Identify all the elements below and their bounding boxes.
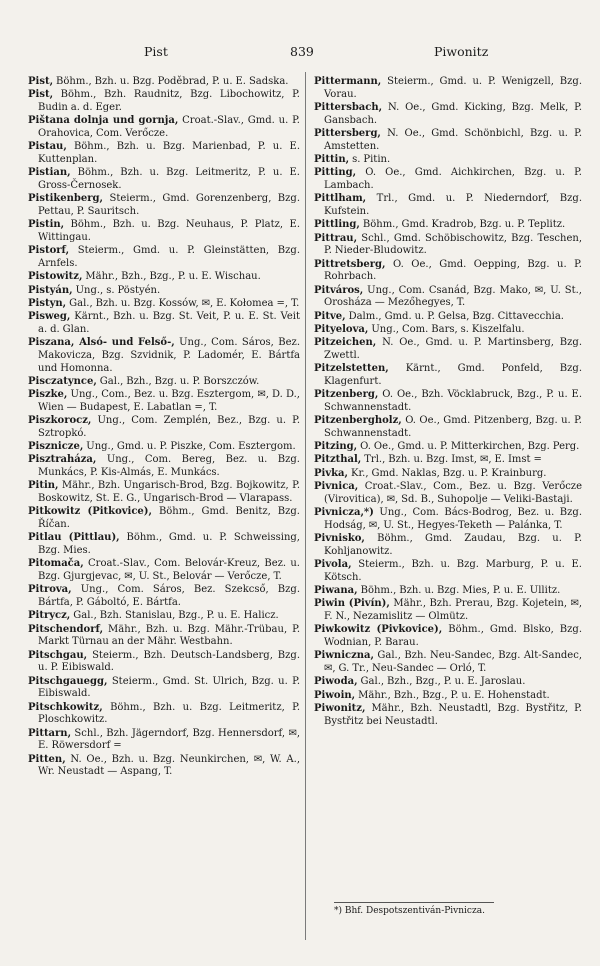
entry-text: Böhm., Bzh. u. Bzg. Marienbad, P. u. E. Kuttenplan. [38,141,300,165]
entry-headword: Pitrycz, [28,610,71,622]
entry-text: Mähr., Bzh. Prerau, Bzg. Kojetein, ✉, F. N., Nezamislitz — Olmütz. [324,598,583,623]
gazetteer-entry [28,650,300,675]
entry-headword: Pitve, [314,310,346,322]
entry-text: Böhm., Bzh. u. Bzg. Neuhaus, P. Platz, E. Wittingau. [38,219,300,243]
entry-text: Böhm., Gmd. u. P. Schweissing, Bzg. Mies. [38,532,300,557]
entry-text: Ung., Com. Csanád, Bzg. Mako, ✉, U. St., Orosháza — Mezőhegyes, T. [324,284,582,309]
entry-headword: Piszana, Alsó- und Felső-, [28,337,175,349]
gazetteer-entry [28,415,300,440]
gazetteer-entry [314,441,582,454]
entry-headword: Pittermann, [314,76,382,87]
entry-text: Gal., Bzh. u. Bzg. Kossów, ✉, E. Kołomea =, T. [66,297,300,309]
entry-text: Mähr., Bzh., Bzg., P. u. E. Hohenstadt. [355,689,550,701]
entry-headword: Pistowitz, [28,271,83,283]
entry-headword: Pist, [28,89,54,101]
gazetteer-entry [28,558,300,583]
gazetteer-entry [28,506,300,531]
entry-headword: Pistorf, [28,245,70,257]
entry-text: Böhm., Bzh. u. Bzg. Leitmeritz, P. Ploschkowitz. [38,701,300,726]
entry-headword: Pittling, [314,219,360,231]
entry-headword: Pisczatynce, [28,375,97,387]
entry-text: Croat.-Slav., Gmd. u. P. Orahovica, Com. Verőcze. [38,115,300,139]
gazetteer-entry [28,480,300,505]
gazetteer-entry [28,337,300,375]
entry-text: Ung., Com. Sáros, Bez. Szekcső, Bzg. Bártfa, P. Gáboltó, E. Bártfa. [38,584,300,609]
entry-headword: Pitzthal, [314,454,362,466]
entry-text: N. Oe., Gmd. Kicking, Bzg. Melk, P. Gansbach. [324,102,582,126]
gazetteer-entry [28,141,300,166]
entry-headword: Pivnisko, [314,533,365,545]
entry-text: Steierm., Gmd. Gorenzenberg, Bzg. Pettau, P. Sauritsch. [38,193,300,217]
entry-text: Ung., Com. Sáros, Bez. Makovicza, Bzg. Szvidnik, P. Ladomér, E. Bártfa und Homonna. [38,337,300,374]
entry-text: Schl., Gmd. Schöbischowitz, Bzg. Teschen, P. Nieder-Bludowitz. [324,232,582,257]
entry-text: Ung., s. Pöstyén. [72,284,161,296]
entry-text: Mähr., Bzh. Ungarisch-Brod, Bzg. Bojkowitz, P. Boskowitz, St. E. G., Ungarisch-Brod — Vlarapass. [38,480,300,505]
gazetteer-entry [314,154,582,167]
entry-text: N. Oe., Gmd. Schönbichl, Bzg. u. P. Amstetten. [324,128,582,152]
entry-headword: Pistyán, [28,284,73,296]
gazetteer-entry [28,728,300,753]
entry-text: Böhm., Gmd. Kradrob, Bzg. u. P. Teplitz. [359,219,566,231]
entry-text: Böhm., Bzh. Raudnitz, Bzg. Libochowitz, P. Budin a. d. Eger. [38,89,300,113]
entry-headword: Piwonitz, [314,702,366,714]
gazetteer-entry [28,584,300,609]
entry-headword: Pistyn, [28,297,67,309]
entry-headword: Pivnicza,*) [314,507,374,519]
entry-text: Gal., Bzh., Bzg., P. u. E. Jaroslau. [357,676,526,688]
entry-text: Ung., Com. Bács-Bodrog, Bez. u. Bzg. Hodság, ✉, U. St., Hegyes-Teketh — Palánka, T. [324,507,582,531]
header-left-keyword: Pist [144,44,168,59]
page-number: 839 [290,44,314,59]
entry-headword: Pittrau, [314,232,358,244]
entry-text: Böhm., Bzh. u. Bzg. Poděbrad, P. u. E. Sadska. [53,76,289,87]
entry-text: Gal., Bzh., Bzg. u. P. Borszczów. [96,375,260,387]
gazetteer-entry [28,624,300,649]
gazetteer-entry [314,533,582,558]
gazetteer-entry [314,676,582,689]
gazetteer-entry [314,598,582,623]
entry-headword: Pitin, [28,480,59,492]
entry-text: O. Oe., Gmd. u. P. Mitterkirchen, Bzg. Perg. [357,441,580,453]
entry-text: Schl., Bzh. Jägerndorf, Bzg. Hennersdorf, ✉, E. Röwersdorf = [38,727,300,752]
gazetteer-entry [314,324,582,337]
entry-headword: Pisznicze, [28,441,84,453]
entry-text: Böhm., Gmd. Zaudau, Bzg. u. P. Kohljanowitz. [324,533,582,557]
entry-text: Gal., Bzh. Neu-Sandec, Bzg. Alt-Sandec, ✉, G. Tr., Neu-Sandec — Orló, T. [324,650,582,675]
gazetteer-entry [314,193,582,218]
gazetteer-entry [314,259,582,284]
entry-headword: Pitzenbergholz, [314,415,402,427]
gazetteer-entry [314,285,582,310]
entry-headword: Pitting, [314,167,357,179]
gazetteer-entry [28,754,300,779]
entry-headword: Pittarn, [28,727,72,739]
entry-headword: Pittretsberg, [314,258,386,270]
entry-headword: Pistian, [28,167,71,179]
gazetteer-entry [28,89,300,114]
entry-text: Mähr., Bzh. Neustadtl, Bzg. Bystřitz, P. Bystřitz bei Neustadtl. [324,702,582,727]
left-column [28,76,300,780]
entry-headword: Pivka, [314,467,349,479]
entry-text: Kr., Gmd. Naklas, Bzg. u. P. Krainburg. [348,467,547,479]
footnote-rule [334,902,494,903]
gazetteer-entry [28,76,300,89]
right-column [314,76,582,729]
gazetteer-entry [314,481,582,506]
entry-headword: Piszke, [28,389,68,401]
entry-headword: Pitomača, [28,558,84,570]
entry-text: O. Oe., Gmd. Aichkirchen, Bzg. u. P. Lambach. [324,167,582,191]
entry-text: Kärnt., Gmd. Ponfeld, Bzg. Klagenfurt. [324,363,582,387]
entry-headword: Pistikenberg, [28,193,104,205]
entry-headword: Piwniczna, [314,650,374,662]
entry-text: Böhm., Gmd. Benitz, Bzg. Říčan. [38,506,300,531]
entry-headword: Pittin, [314,154,350,165]
entry-headword: Piwana, [314,585,358,597]
entry-headword: Pitlau (Pittlau), [28,532,120,544]
entry-headword: Pitkowitz (Pitkovice), [28,506,153,518]
entry-text: Böhm., Gmd. Blsko, Bzg. Wodnian, P. Barau. [324,624,582,649]
gazetteer-entry [28,702,300,727]
entry-text: Gal., Bzh. Stanislau, Bzg., P. u. E. Halicz. [70,610,279,622]
entry-headword: Pist, [28,76,54,87]
entry-headword: Piwkowitz (Pivkovice), [314,624,443,636]
entry-headword: Pištana dolnja und gornja, [28,115,179,127]
entry-headword: Pittlham, [314,193,367,205]
entry-text: Böhm., Bzh. u. Bzg. Mies, P. u. E. Ullitz. [357,585,561,597]
entry-headword: Pitzenberg, [314,389,379,401]
gazetteer-entry [28,193,300,218]
entry-text: Steierm., Bzh. u. Bzg. Marburg, P. u. E. Kötsch. [324,559,582,583]
column-divider [305,72,306,940]
gazetteer-entry [28,441,300,454]
entry-text: Ung., Com., Bez. u. Bzg. Esztergom, ✉, D. D., Wien — Budapest, E. Labatlan =, T. [38,389,300,413]
gazetteer-entry [314,219,582,232]
gazetteer-entry [314,468,582,481]
gazetteer-entry [314,311,582,324]
entry-text: Trl., Bzh. u. Bzg. Imst, ✉, E. Imst = [361,454,542,466]
entry-headword: Pityelova, [314,323,369,335]
entry-text: Trl., Gmd. u. P. Niederndorf, Bzg. Kufstein. [324,193,582,217]
entry-headword: Pistin, [28,219,65,231]
entry-text: Böhm., Bzh. u. Bzg. Leitmeritz, P. u. E. Gross-Černosek. [38,167,300,191]
entry-text: Steierm., Gmd. u. P. Wenigzell, Bzg. Vorau. [324,76,582,100]
entry-headword: Pitschgau, [28,649,88,661]
entry-text: Kärnt., Bzh. u. Bzg. St. Veit, P. u. E. St. Veit a. d. Glan. [38,311,300,335]
gazetteer-entry [28,389,300,414]
entry-text: O. Oe., Gmd. Pitzenberg, Bzg. u. P. Schwannenstadt. [324,415,582,439]
entry-headword: Pistau, [28,141,67,153]
gazetteer-entry [28,610,300,623]
entry-text: Steierm., Bzh. Deutsch-Landsberg, Bzg. u. P. Eibiswald. [38,649,300,674]
gazetteer-entry [314,363,582,388]
entry-text: Steierm., Gmd. u. P. Gleinstätten, Bzg. Arnfels. [38,245,300,269]
entry-headword: Pitschgauegg, [28,675,108,687]
gazetteer-entry [314,690,582,703]
entry-headword: Pitrova, [28,584,72,596]
gazetteer-entry [314,585,582,598]
gazetteer-entry [314,415,582,440]
entry-headword: Piszkorocz, [28,415,92,427]
gazetteer-entry [28,285,300,298]
gazetteer-entry [314,559,582,584]
entry-headword: Pitten, [28,753,66,765]
gazetteer-entry [314,454,582,467]
entry-headword: Pitzeichen, [314,337,377,349]
entry-headword: Pivola, [314,559,352,571]
entry-text: Steierm., Gmd. St. Ulrich, Bzg. u. P. Eibiswald. [38,675,300,700]
entry-text: Ung., Com. Bereg, Bez. u. Bzg. Munkács, P. Kis-Almás, E. Munkács. [38,454,300,479]
entry-text: Mähr., Bzh., Bzg., P. u. E. Wischau. [82,271,261,283]
gazetteer-entry [314,389,582,414]
entry-headword: Pittersbach, [314,102,383,113]
running-header [24,44,576,62]
gazetteer-entry [314,703,582,728]
gazetteer-entry [28,454,300,479]
entry-text: N. Oe., Bzh. u. Bzg. Neunkirchen, ✉, W. A., Wr. Neustadt — Aspang, T. [38,753,300,778]
entry-text: Dalm., Gmd. u. P. Gelsa, Bzg. Cittavecchia. [345,310,564,322]
gazetteer-entry [28,245,300,270]
entry-text: Croat.-Slav., Com., Bez. u. Bzg. Verőcze (Virovitica), ✉, Sd. B., Suhopolje — Veliki-Bastaji. [324,481,582,505]
gazetteer-entry [314,624,582,649]
header-right-keyword: Piwonitz [434,44,489,59]
gazetteer-entry [28,115,300,140]
entry-headword: Pitschendorf, [28,623,104,635]
gazetteer-entry [314,650,582,675]
entry-text: Ung., Com. Zemplén, Bez., Bzg. u. P. Sztropkó. [38,415,300,439]
entry-headword: Pitváros, [314,284,364,296]
entry-text: O. Oe., Bzh. Vöcklabruck, Bzg., P. u. E. Schwannenstadt. [324,389,582,413]
entry-headword: Piwoda, [314,676,358,688]
gazetteer-entry [314,76,582,101]
entry-headword: Pivnica, [314,481,359,493]
entry-text: N. Oe., Gmd. u. P. Martinsberg, Bzg. Zwettl. [324,337,582,361]
entry-headword: Pitzelstetten, [314,363,389,375]
entry-headword: Piwin (Pivín), [314,598,390,610]
entry-text: Ung., Com. Bars, s. Kiszelfalu. [368,323,525,335]
gazetteer-entry [314,128,582,153]
gazetteer-entry [28,298,300,311]
entry-headword: Pitschkowitz, [28,701,103,713]
gazetteer-entry [28,376,300,389]
entry-text: Mähr., Bzh. u. Bzg. Mähr.-Trübau, P. Markt Türnau an der Mähr. Westbahn. [38,623,300,648]
entry-text: Croat.-Slav., Com. Belovár-Kreuz, Bez. u. Bzg. Gjurgjevac, ✉, U. St., Belovár — Verőcze, T. [38,558,300,583]
gazetteer-entry [28,219,300,244]
entry-text: s. Pitin. [349,154,391,165]
gazetteer-entry [28,311,300,336]
gazetteer-entry [28,167,300,192]
gazetteer-entry [314,507,582,532]
gazetteer-entry [314,233,582,258]
gazetteer-entry [28,271,300,284]
entry-headword: Pittersberg, [314,128,381,139]
gazetteer-entry [314,337,582,362]
entry-text: Ung., Gmd. u. P. Piszke, Com. Esztergom. [83,441,296,453]
gazetteer-entry [314,167,582,192]
footnote: *) Bhf. Despotszentiván-Pivnicza. [334,906,485,916]
entry-headword: Pisztraháza, [28,454,97,466]
gazetteer-entry [28,676,300,701]
entry-text: O. Oe., Gmd. Oepping, Bzg. u. P. Rohrbach. [324,258,582,283]
entry-headword: Pitzing, [314,441,358,453]
gazetteer-entry [28,532,300,557]
entry-headword: Pisweg, [28,311,71,323]
gazetteer-entry [314,102,582,127]
entry-headword: Piwoin, [314,689,356,701]
